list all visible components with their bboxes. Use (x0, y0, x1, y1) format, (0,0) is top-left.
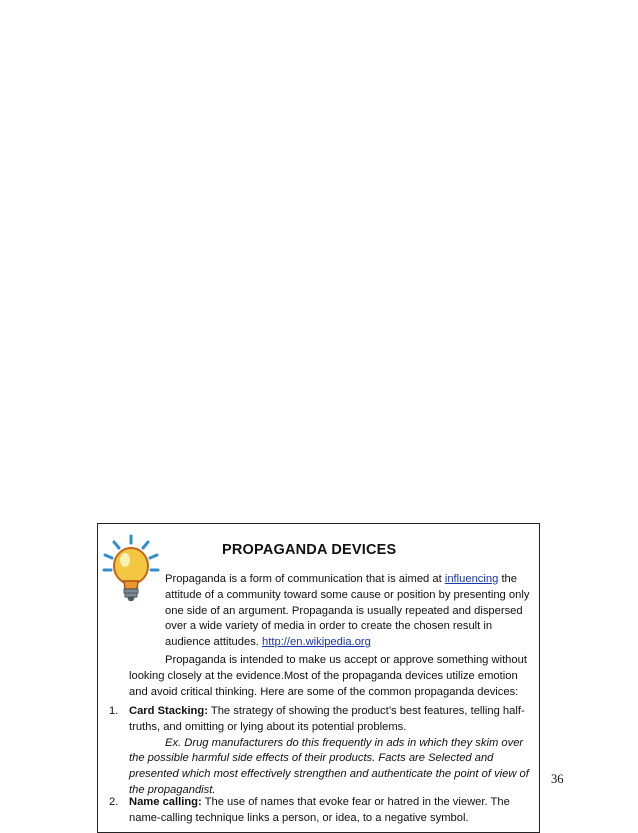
devices-intro-paragraph: Propaganda is intended to make us accept or approve something without looking closely at the evidence.Most of the propaganda devices utilize emotion and avoid critical thinking. Here are some of the common propaganda devices: (129, 654, 527, 698)
list-number: 1. (109, 705, 119, 717)
page-number: 36 (551, 772, 564, 786)
device-example-text: Ex. Drug manufacturers do this frequently in ads in which they skim over the possible harmful side effects of their products. Facts are Selected and presented which most effectively strengthen and authenticate the point of view of the propagandist. (129, 736, 529, 796)
wikipedia-source-link[interactable]: http://en.wikipedia.org (262, 636, 371, 649)
intro-paragraph (165, 572, 535, 651)
device-name: Card Stacking: (129, 705, 208, 717)
device-description: The strategy of showing the product’s best features, telling half-truths, and omitting or lying about its potential problems. (129, 705, 525, 733)
list-number: 2. (109, 796, 119, 808)
intro-text-end: the attitude of a community toward some cause or position by presenting only one side of an argument. Propaganda is usually repeated and dispersed over a wide variety of media in order to create the chosen result in audience attitudes. (165, 573, 530, 649)
lightbulb-icon (100, 533, 162, 605)
device-name: Name calling: (129, 796, 202, 808)
device-description: The use of names that evoke fear or hatred in the viewer. The name-calling technique links a person, or idea, to a negative symbol. (129, 796, 510, 824)
device-example (129, 736, 539, 799)
section-title: PROPAGANDA DEVICES (222, 542, 397, 558)
influencing-link[interactable]: influencing (444, 573, 499, 585)
intro-text-start: Propaganda is a form of communication that is aimed at (165, 573, 445, 585)
